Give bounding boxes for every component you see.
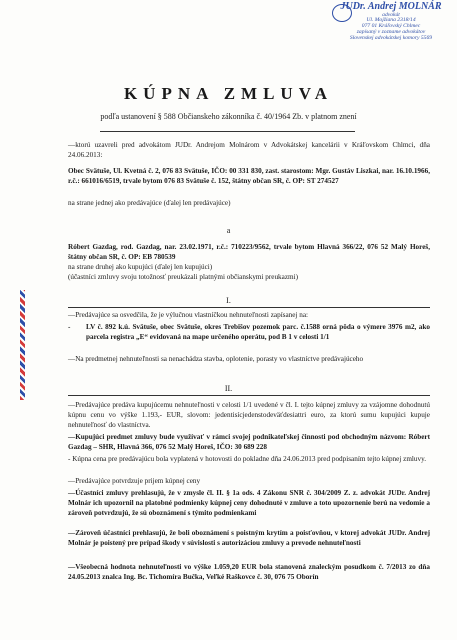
conjunction-and: a	[226, 226, 231, 235]
section-1-rule	[68, 307, 430, 308]
section-2-p3: - Kúpna cena pre predávajúcu bola vyplatená v hotovosti do pokladne dňa 24.06.2013 pred podpisaním tejto kúpnej zmluvy.	[68, 455, 427, 463]
stamp-name: JUDr. Andrej MOLNÁR	[340, 1, 442, 12]
stamp-line-2: 077 01 Kráľovský Chlmec	[361, 23, 421, 30]
advocate-stamp	[330, 2, 452, 42]
buyer-identity-note: (účastníci zmluvy svoju totožnosť preukázali platnými občianskymi preukazmi)	[68, 273, 299, 281]
section-2-p5: —Účastníci zmluvy prehlasujú, že v zmysle čl. II. § 1a ods. 4 Zákonu SNR č. 304/2009 Z. z. advokát JUDr. Andrej Molnár ich upozornil na platobné podmienky kúpnej ceny dohodnuté v zmluve a toto upozornenie berú na vedomie a zároveň potvrdzujú, že sú oboznámení s týmito podmienkami	[68, 489, 430, 517]
seller-role: na strane jednej ako predávajúce (ďalej len predávajúce)	[68, 199, 231, 207]
list-bullet: -	[68, 323, 71, 331]
stamp-role: advokát	[382, 11, 400, 18]
title-rule	[100, 131, 355, 132]
seller-details: Obec Svätuše, Ul. Kvetná č. 2, 076 83 Svätuše, IČO: 00 331 830, zast. starostom: Mgr. Gustáv Liszkai, nar. 16.10.1966, r.č.: 661016/6519, trvale bytom 076 83 Svätuše č. 152, štátny občan SR, č. OP: ST 274527	[68, 167, 430, 185]
section-2-p2: —Kupujúci predmet zmluvy bude využívať v rámci svojej podnikateľskej činnosti pod obchodným názvom: Róbert Gazdag – SHR, Hlavná 366, 076 52 Malý Horeš, IČO: 30 689 228	[68, 433, 430, 451]
stamp-line-4: Slovenskej advokátskej komory 5569	[349, 34, 433, 41]
section-1-intro: —Predávajúce sa osvedčila, že je výlučnou vlastníčkou nehnuteľnosti zapísanej na:	[68, 311, 309, 319]
binding-cord	[20, 290, 25, 400]
section-2-p7: —Všeobecná hodnota nehnuteľnosti vo výške 1.059,20 EUR bola stanovená znaleckým posudkom č. 7/2013 zo dňa 24.05.2013 znalca Ing. Bc. Tichomíra Bučka, Veľké Raškovce č. 30, 076 75 Oborín	[68, 563, 430, 581]
section-2-rule	[68, 395, 430, 396]
section-2-p1: —Predávajúce predáva kupujúcemu nehnuteľnosti v celosti 1/1 uvedené v čl. I. tejto kúpnej zmluvy za vzájomne dohodnutú kúpnu cenu vo výške 1.193,- EUR, slovom: jedentisícjedenstodeväťdesiattri euro, za ktorú sumu kupujúci kupuje nehnuteľnosť do vlastníctva.	[68, 401, 430, 429]
section-1-item: LV č. 892 k.ú. Svätuše, obec Svätuše, okres Trebišov pozemok parc. č.1588 orná pôda o výmere 3976 m2, ako parcela registra „E“ evidovaná na mape určeného operátu, pod B 1 v celosti 1/1	[86, 323, 430, 341]
section-1-note: —Na predmetnej nehnuteľnosti sa nenachádza stavba, oplotenie, porasty vo vlastníctve predávajúceho	[68, 355, 364, 363]
intro-paragraph: —ktorú uzavreli pred advokátom JUDr. Andrejom Molnárom v Advokátskej kancelárii v Kráľovskom Chlmci, dňa 24.06.2013:	[68, 141, 430, 159]
document-title: KÚPNA ZMLUVA	[123, 84, 334, 103]
section-2-p4: —Predávajúce potvrdzuje prijem kúpnej ceny	[68, 477, 201, 485]
section-2-heading: II.	[224, 384, 233, 393]
document-subtitle: podľa ustanovení § 588 Občianskeho zákonníka č. 40/1964 Zb. v platnom znení	[100, 112, 357, 121]
buyer-details: Róbert Gazdag, rod. Gazdag, nar. 23.02.1971, r.č.: 710223/9562, trvale bytom Hlavná 366/22, 076 52 Malý Horeš, štátny občan SR, č. OP: EB 780539	[68, 243, 430, 261]
buyer-role: na strane druhej ako kupujúci (ďalej len kupujúci)	[68, 263, 213, 271]
section-2-p6: —Zároveň účastníci prehlasujú, že boli oboznámení s poistným krytím a poisťovňou, v ktorej advokát JUDr. Andrej Molnár je poistený pre prípad škody v súvislosti s autorizáciou zmluvy a prevode nehnuteľnosti	[68, 529, 430, 547]
stamp-line-3: zapísaný v zozname advokátov	[356, 29, 426, 36]
section-1-heading: I.	[226, 296, 231, 305]
stamp-line-1: Ul. Mojžiana 2318/14	[366, 17, 416, 24]
